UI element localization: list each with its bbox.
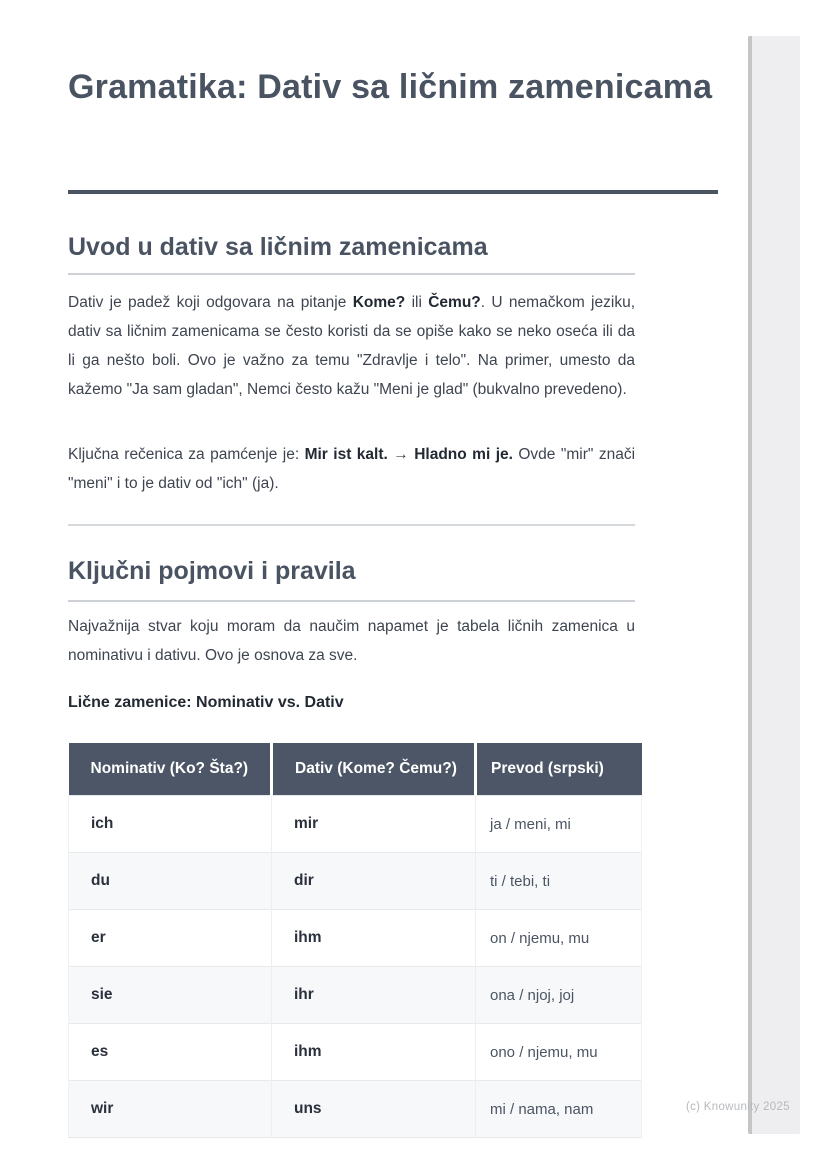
bold-run: Kome? <box>352 294 406 311</box>
cell-nominativ: er <box>69 910 272 967</box>
section-heading-kljucni: Ključni pojmovi i pravila <box>68 557 356 585</box>
copyright-watermark: (c) Knowunity 2025 <box>686 1101 790 1113</box>
title-rule <box>68 190 718 194</box>
section-heading-uvod: Uvod u dativ sa ličnim zamenicama <box>68 233 488 261</box>
cell-nominativ: du <box>69 853 272 910</box>
scrollbar-track[interactable] <box>748 36 800 1134</box>
table-caption: Lične zamenice: Nominativ vs. Dativ <box>68 694 344 711</box>
pronouns-table <box>68 743 642 1138</box>
cell-prevod: ona / njoj, joj <box>476 967 642 1024</box>
column-header-nominativ: Nominativ (Ko? Šta?) <box>69 743 272 796</box>
text-run: ili <box>405 294 429 311</box>
table-header-row <box>69 743 642 796</box>
cell-nominativ: sie <box>69 967 272 1024</box>
text-run: Ovde "mir" znači "meni" i to je dativ od "ich" (ja). <box>68 446 636 492</box>
text-run: Dativ je padež koji odgovara na pitanje <box>68 294 353 311</box>
cell-dativ: mir <box>272 796 476 853</box>
table-row <box>69 967 642 1024</box>
cell-dativ: ihm <box>272 910 476 967</box>
bold-run: Hladno mi je. <box>414 446 513 463</box>
cell-dativ: ihr <box>272 967 476 1024</box>
cell-nominativ: wir <box>69 1081 272 1138</box>
cell-prevod: ti / tebi, ti <box>476 853 642 910</box>
column-header-prevod: Prevod (srpski) <box>476 743 642 796</box>
cell-dativ: ihm <box>272 1024 476 1081</box>
section-divider <box>68 600 635 602</box>
cell-dativ: uns <box>272 1081 476 1138</box>
table-row <box>69 853 642 910</box>
cell-nominativ: ich <box>69 796 272 853</box>
pronouns-table-wrapper <box>68 743 642 1138</box>
cell-prevod: ono / njemu, mu <box>476 1024 642 1081</box>
page-title: Gramatika: Dativ sa ličnim zamenicama <box>68 68 713 106</box>
text-run: Ključna rečenica za pamćenje je: <box>68 446 305 463</box>
cell-prevod: on / njemu, mu <box>476 910 642 967</box>
table-row <box>69 1024 642 1081</box>
paragraph-table-intro: Najvažnija stvar koju moram da naučim napamet je tabela ličnih zamenica u nominativu i dativu. Ovo je osnova za sve. <box>68 618 635 664</box>
table-row <box>69 910 642 967</box>
column-header-dativ: Dativ (Kome? Čemu?) <box>272 743 476 796</box>
bold-run: Mir ist kalt. <box>304 446 388 463</box>
cell-prevod: ja / meni, mi <box>476 796 642 853</box>
section-separator <box>68 524 635 526</box>
paragraph-intro <box>68 288 635 404</box>
table-row <box>69 796 642 853</box>
cell-nominativ: es <box>69 1024 272 1081</box>
section-divider <box>68 273 635 275</box>
paragraph-key-sentence <box>68 440 635 498</box>
cell-prevod: mi / nama, nam <box>476 1081 642 1138</box>
text-run: . U nemačkom jeziku, dativ sa ličnim zamenicama se često koristi da se opiše kako se neko oseća ili da li ga nešto boli. Ovo je važno za temu "Zdravlje i telo". Na primer, umesto da kažemo "Ja sam gladan", Nemci često kažu "Meni je glad" (bukvalno prevedeno). <box>68 294 635 398</box>
arrow-glyph: → <box>387 446 415 463</box>
table-row <box>69 1081 642 1138</box>
cell-dativ: dir <box>272 853 476 910</box>
bold-run: Čemu? <box>428 294 481 311</box>
